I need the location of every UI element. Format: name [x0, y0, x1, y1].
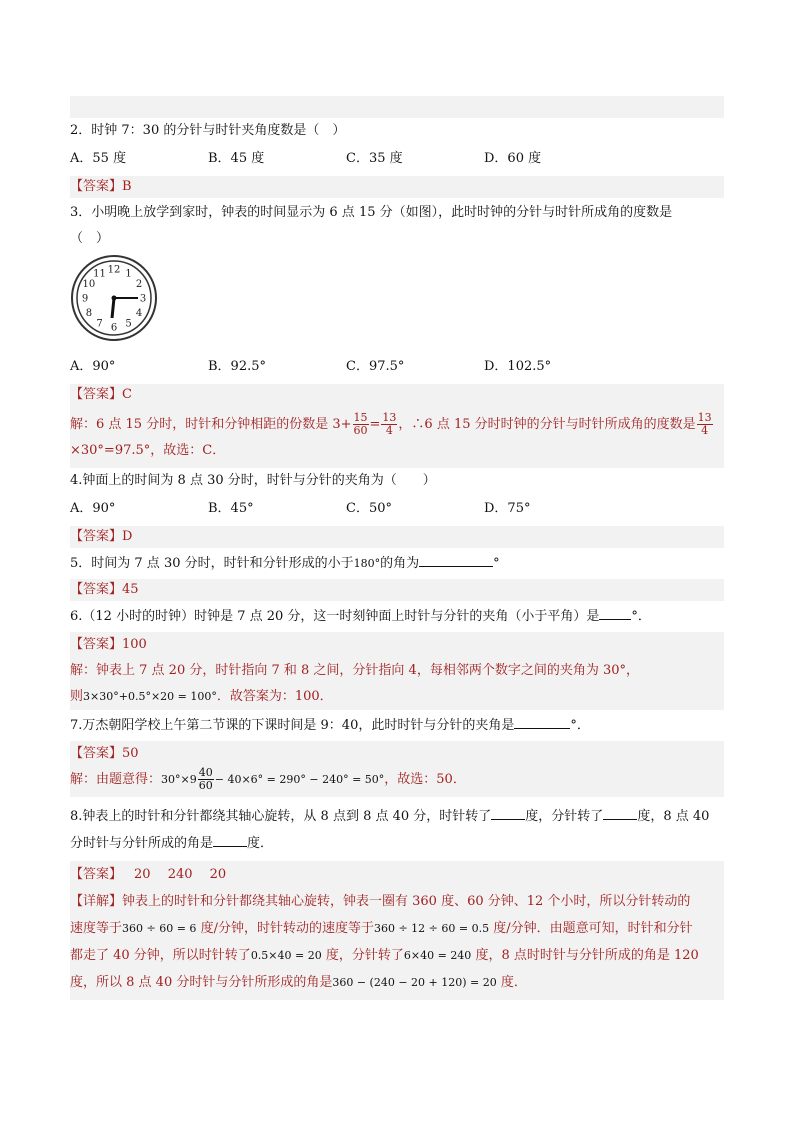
- question-6-answer-block: [70, 632, 724, 710]
- question-7-stem: 7.万杰朝阳学校上午第二节课的下课时间是 9：40，此时时针与分针的夹角是 °．: [70, 714, 724, 737]
- solution-text: 解：钟表上 7 点 20 分，时针指向 7 和 8 之间，分针指向 4，每相邻两个数字之间的夹角为 30°，: [70, 663, 639, 678]
- question-8-answer-block: [70, 861, 724, 1000]
- option-d: D．75°: [484, 501, 531, 516]
- solution-text: 则3×30°+0.5°×20 = 100°．故答案为：100．: [70, 689, 333, 704]
- solution-text: ×30°=97.5°，故选：C．: [70, 443, 226, 458]
- option-a: A．90°: [70, 501, 116, 516]
- question-6-stem: 6.（12 小时的时钟）时钟是 7 点 20 分，这一时刻钟面上时针与分针的夹角（小于平角）是 °．: [70, 605, 724, 628]
- worksheet: [70, 96, 724, 1000]
- question-5-answer: 【答案】45: [70, 579, 724, 601]
- question-4-stem: 4.钟面上的时间为 8 点 30 分时，时针与分针的夹角为（ ）: [70, 473, 436, 488]
- fraction: $\frac{13}{4}$: [382, 411, 397, 437]
- option-c: C．97.5°: [346, 359, 405, 374]
- question-6-answer: 【答案】100: [70, 637, 147, 652]
- detail-text: 都走了 40 分钟，所以时针转了0.5×40 = 20 度，分针转了6×40 = 240 度，8 点时时针与分针所成的角是 120: [70, 948, 699, 963]
- question-4-options: [70, 498, 724, 520]
- clock-numeral: 11: [93, 268, 106, 280]
- solution-text: 解：6 点 15 分时，时针和分钟相距的份数是 3+: [70, 417, 352, 432]
- detail-text: 度，所以 8 点 40 分时针与分针所形成的角是360 − (240 − 20 + 120) = 20 度．: [70, 975, 527, 990]
- solution-text: 解：由题意得：30°×9 $\frac{40}{60}$ − 40×6° = 290° − 240° = 50°，故选：50．: [70, 766, 466, 792]
- question-3-stem: 3．小明晚上放学到家时，钟表的时间显示为 6 点 15 分（如图），此时时钟的分针与时针所成角的度数是: [70, 205, 673, 220]
- question-2-stem: 2．时钟 7：30 的分针与时针夹角度数是（ ）: [70, 123, 346, 138]
- option-b: B．45 度: [208, 151, 265, 166]
- clock-numeral: 1: [125, 268, 132, 280]
- clock-numeral: 6: [110, 322, 118, 334]
- question-7-answer: 【答案】50: [70, 746, 139, 761]
- answer-blank[interactable]: [603, 805, 637, 820]
- question-8-stem: 8.钟表上的时针和分针都绕其轴心旋转，从 8 点到 8 点 40 分，时针转了 度，分针转了 度，8 点 40 分时针与分针所成的角是 度．: [70, 803, 724, 857]
- clock-numeral: 4: [135, 308, 143, 319]
- option-a: A．90°: [70, 359, 116, 374]
- option-b: B．45°: [208, 501, 254, 516]
- clock-numeral: 12: [107, 264, 121, 276]
- question-3-stem-paren: （ ）: [70, 231, 110, 246]
- option-a: A．55 度: [70, 151, 127, 166]
- clock-numeral: 2: [135, 279, 143, 290]
- answer-blank[interactable]: [514, 714, 570, 729]
- answer-blank[interactable]: [213, 832, 247, 847]
- clock-numeral: 8: [85, 308, 93, 319]
- hour-hand: [112, 298, 114, 318]
- fraction: $\frac{13}{4}$: [697, 411, 712, 437]
- option-b: B．92.5°: [208, 359, 266, 374]
- detail-text: 速度等于360 ÷ 60 = 6 度/分钟，时针转动的速度等于360 ÷ 12 ÷ 60 = 0.5 度/分钟．由题意可知，时针和分针: [70, 921, 693, 936]
- equals: =: [369, 417, 381, 432]
- answer-blank[interactable]: [419, 552, 493, 567]
- clock-icon: [70, 254, 160, 344]
- clock-numeral: 10: [82, 279, 96, 290]
- answer-blank[interactable]: [491, 805, 525, 820]
- option-c: C．50°: [346, 501, 392, 516]
- option-d: D．102.5°: [484, 359, 552, 374]
- option-c: C．35 度: [346, 151, 403, 166]
- question-3-answer: 【答案】C: [70, 384, 724, 406]
- clock-numeral: 5: [125, 318, 132, 330]
- clock-numeral: 9: [81, 293, 89, 305]
- detail-text: 【详解】钟表上的时针和分针都绕其轴心旋转，钟表一圈有 360 度、60 分钟、12 个小时，所以分针转动的: [70, 894, 691, 909]
- question-5-stem: 5．时间为 7 点 30 分时，时针和分针形成的小于180°的角为 °: [70, 552, 724, 575]
- question-2-answer: 【答案】B: [70, 176, 724, 198]
- question-2: [70, 120, 724, 142]
- answer-blank[interactable]: [599, 605, 631, 620]
- clock-numeral: 7: [96, 318, 103, 330]
- question-3-options: [70, 356, 724, 378]
- option-d: D．60 度: [484, 151, 542, 166]
- clock-numeral: 3: [139, 293, 147, 305]
- question-7-answer-block: [70, 741, 724, 797]
- solution-text: ，∴6 点 15 分时时钟的分针与时针所成角的度数是: [398, 417, 696, 432]
- question-8-answer: 【答案】 20 240 20: [70, 867, 227, 882]
- question-3-solution: [70, 406, 724, 468]
- previous-solution-strip: [70, 96, 724, 118]
- clock-figure: [70, 252, 724, 350]
- question-4-answer: 【答案】D: [70, 526, 724, 548]
- question-2-options: [70, 148, 724, 170]
- fraction: $\frac{15}{60}$: [353, 411, 368, 437]
